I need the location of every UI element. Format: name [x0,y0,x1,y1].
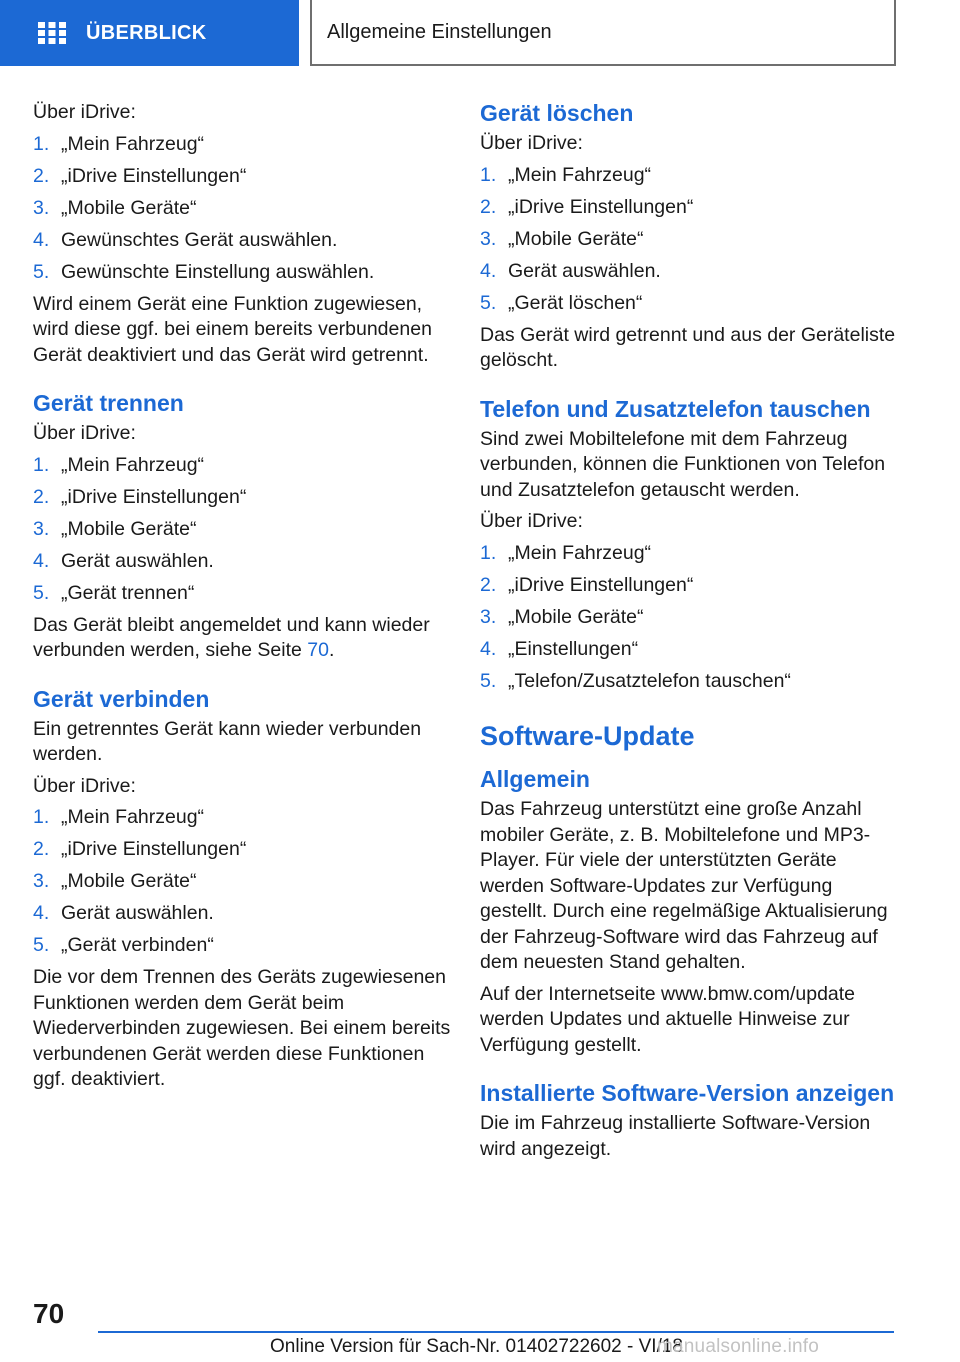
connect-step-list [33,805,453,959]
right-column [480,100,900,1168]
top-navigation-bar [0,0,960,66]
list-item: 4. Gerät auswählen. [33,549,214,572]
intro-step-list [33,132,453,286]
list-item: 3. „Mobile Geräte“ [33,870,197,892]
section-heading-general: Allgemein [480,766,590,792]
list-item: 1. „Mein Fahrzeug“ [480,163,652,186]
chapter-heading-software-update: Software-Update [480,721,695,751]
list-item: 2. „iDrive Einstellungen“ [33,164,247,187]
section-heading-swap: Telefon und Zusatztelefon tauschen [480,395,871,422]
disconnect-step-list [33,453,453,607]
connect-note: Die vor dem Trennen des Geräts zugewiesenen Funktionen werden dem Gerät beim Wiederverbinden zugewiesen. Bei einem bereits verbundenen Gerät werden diese Funktionen ggf. deaktiviert. [33,966,451,1090]
left-column [33,100,453,1099]
swap-intro: Über iDrive: [480,510,583,532]
list-item: 3. „Mobile Geräte“ [33,517,197,540]
general-text-2: Auf der Internetseite www.bmw.com/update werden Updates und aktuelle Hinweise zur Verfügung gestellt. [480,982,856,1056]
list-item: 4. Gewünschtes Gerät auswählen. [33,228,338,251]
section-heading-delete: Gerät löschen [480,100,634,126]
delete-intro: Über iDrive: [480,132,583,154]
swap-step-list [480,541,900,695]
list-item: 5. „Telefon/Zusatztelefon tauschen“ [480,669,791,692]
swap-text: Sind zwei Mobiltelefone mit dem Fahrzeug verbunden, können die Funktionen von Telefon und Zusatztelefon getauscht werden. [480,427,886,501]
list-item: 2. „iDrive Einstellungen“ [480,195,694,218]
intro-text: Über iDrive: [33,101,136,123]
intro-note: Wird einem Gerät eine Funktion zugewiesen, wird diese ggf. bei einem bereits verbundenen Gerät deaktiviert und das Gerät wird getrennt. [33,292,432,366]
footer-online-version: Online Version für Sach-Nr. 01402722602 - VI/18 [270,1336,683,1357]
footer-divider [98,1331,894,1333]
footer-watermark: manualsonline.info [657,1336,820,1357]
page-number: 70 [33,1298,65,1329]
section-heading-disconnect: Gerät trennen [33,390,184,416]
delete-step-list [480,163,900,317]
list-item: 1. „Mein Fahrzeug“ [33,453,205,476]
overview-tab[interactable] [0,0,299,66]
list-item: 3. „Mobile Geräte“ [480,605,644,628]
list-item: 5. „Gerät verbinden“ [33,934,214,956]
grid-menu-icon [38,22,66,44]
list-item: 1. „Mein Fahrzeug“ [480,541,652,564]
list-item: 4. Gerät auswählen. [33,902,214,924]
section-heading-connect: Gerät verbinden [33,685,210,712]
list-item: 2. „iDrive Einstellungen“ [33,485,247,508]
overview-tab-label: ÜBERBLICK [86,21,207,44]
connect-text: Ein getrenntes Gerät kann wieder verbunden werden. [33,717,422,765]
list-item: 1. „Mein Fahrzeug“ [33,806,205,828]
chapter-title-tab[interactable]: Allgemeine Einstellungen [310,0,896,66]
disconnect-intro: Über iDrive: [33,422,136,444]
version-text: Die im Fahrzeug installierte Software-Version wird angezeigt. [480,1112,871,1160]
list-item: 5. „Gerät trennen“ [33,581,195,604]
delete-note: Das Gerät wird getrennt und aus der Geräteliste gelöscht. [480,323,896,371]
connect-intro: Über iDrive: [33,774,136,797]
page-reference-link[interactable]: 70 [307,639,329,661]
general-text-1: Das Fahrzeug unterstützt eine große Anzahl mobiler Geräte, z. B. Mobiltelefone und MP3-Player. Für viele der unterstützten Geräte werden Software-Updates zur Verfügung gestellt. Durch eine regelmäßige Aktualisierung der Fahrzeug-Software wird das Fahrzeug auf dem neuesten Stand gehalten. [480,798,888,973]
list-item: 3. „Mobile Geräte“ [480,227,644,250]
list-item: 5. Gewünschte Einstellung auswählen. [33,260,375,283]
list-item: 1. „Mein Fahrzeug“ [33,132,205,155]
list-item: 3. „Mobile Geräte“ [33,196,197,219]
list-item: 5. „Gerät löschen“ [480,291,643,314]
list-item: 4. Gerät auswählen. [480,259,661,282]
section-heading-installed-version: Installierte Software-Version anzeigen [480,1080,895,1106]
list-item: 2. „iDrive Einstellungen“ [33,838,247,860]
list-item: 4. „Einstellungen“ [480,637,639,660]
list-item: 2. „iDrive Einstellungen“ [480,573,694,596]
disconnect-note: Das Gerät bleibt angemeldet und kann wieder verbunden werden, siehe Seite 70. [33,613,430,661]
